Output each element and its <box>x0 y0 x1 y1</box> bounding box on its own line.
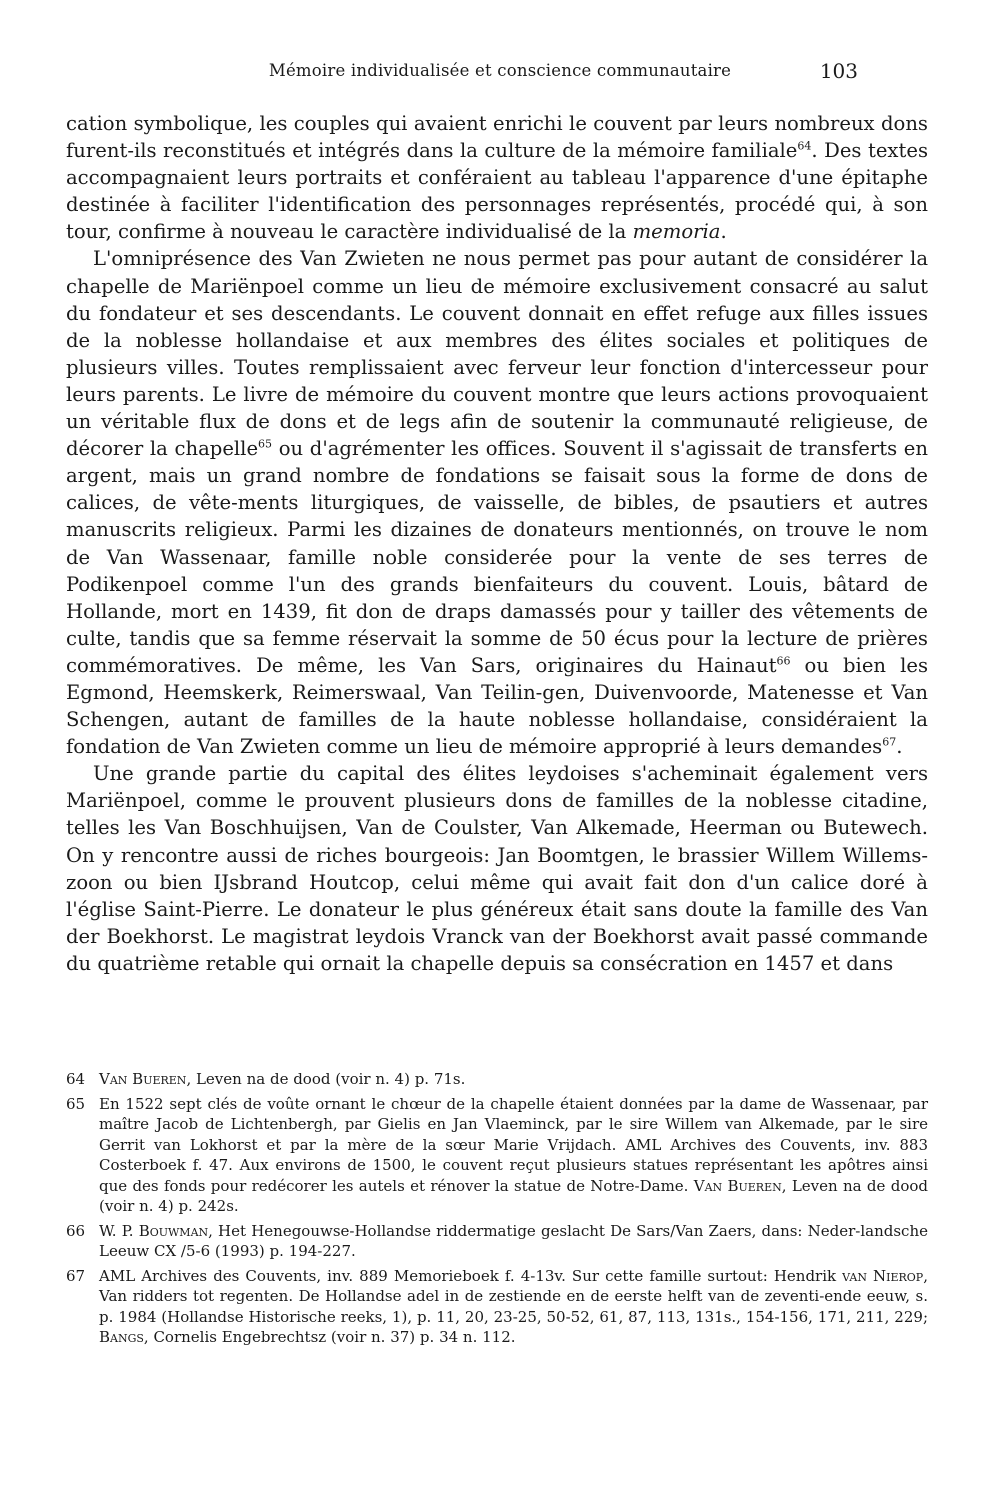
running-title: Mémoire individualisée et conscience communautaire <box>268 61 732 80</box>
paragraph: L'omniprésence des Van Zwieten ne nous permet pas pour autant de considérer la chapelle de Mariënpoel comme un lieu de mémoire exclusivement consacré au salut du fondateur et ses descendants. Le couvent donnait en effet refuge aux filles issues de la noblesse hollandaise et aux membres des élites sociales et politiques de plusieurs villes. Toutes remplissaient avec ferveur leur fonction d'intercesseur pour leurs parents. Le livre de mémoire du couvent montre que leurs actions provoquaient un véritable flux de dons et de legs afin de soutenir la communauté religieuse, de décorer la chapelle$^{65}$ ou d'agrémenter les offices. Souvent il s'agissait de transferts en argent, mais un grand nombre de fondations se faisait sous la forme de dons de calices, de vête-ments liturgiques, de vaisselle, de bibles, de psautiers et autres manuscrits religieux. Parmi les dizaines de donateurs mentionnés, on trouve le nom de Van Wassenaar, famille noble considerée pour la vente de ses terres de Podikenpoel comme l'un des grands bienfaiteurs du couvent. Louis, bâtard de Hollande, mort en 1439, fit don de draps damassés pour y tailler des vêtements de culte, tandis que sa femme réservait la somme de 50 écus pour la lecture de prières commémoratives. De même, les Van Sars, originaires du Hainaut$^{66}$ ou bien les Egmond, Heemskerk, Reimerswaal, Van Teilin-gen, Duivenvoorde, Matenesse et Van Schengen, autant de familles de la haute noblesse hollandaise, considéraient la fondation de Van Zwieten comme un lieu de mémoire approprié à leurs demandes$^{67}$. <box>66 247 929 759</box>
footnotes <box>66 1069 928 1352</box>
footnote-ref[interactable]: 64 <box>797 139 812 153</box>
footnote-ref[interactable]: 67 <box>882 735 897 749</box>
paragraph: Une grande partie du capital des élites leydoises s'acheminait également vers Mariënpoel, comme le prouvent plusieurs dons de familles de la noblesse citadine, telles les Van Boschhuijsen, Van de Coulster, Van Alkemade, Heerman ou Butewech. On y rencontre aussi de riches bourgeois: Jan Boomtgen, le brassier Willem Willems-zoon ou bien IJsbrand Houtcop, celui même qui avait fait don d'un calice doré à l'église Saint-Pierre. Le donateur le plus généreux était sans doute la famille des Van der Boekhorst. Le magistrat leydois Vranck van der Boekhorst avait passé commande du quatrième retable qui ornait la chapelle depuis sa consécration en 1457 et dans <box>66 762 928 975</box>
italic-term: memoria <box>632 220 721 244</box>
footnote-text: Van Bueren, Leven na de dood (voir n. 4) p. 71s. <box>99 1070 466 1088</box>
footnote-text: AML Archives des Couvents, inv. 889 Memorieboek f. 4-13v. Sur cette famille surtout: Hendrik van Nierop, Van ridders tot regenten. De Hollandse adel in de zestiende en de eerste helft van de zeventi-ende eeuw, s. p. 1984 (Hollandse Historische reeks, 1), p. 11, 20, 23-25, 50-52, 61, 87, 113, 131s., 154-156, 171, 211, 229; Bangs, Cornelis Engebrechtsz (voir n. 37) p. 34 n. 112. <box>99 1266 928 1346</box>
footnote-number: 65 <box>66 1094 86 1113</box>
footnote <box>66 1069 928 1090</box>
footnote-ref[interactable]: 65 <box>258 437 273 451</box>
footnote-number: 66 <box>66 1221 86 1240</box>
footnote-number: 64 <box>66 1070 86 1088</box>
footnote <box>66 1221 928 1262</box>
main-text <box>66 110 928 977</box>
running-head <box>0 61 1000 87</box>
footnote-text: En 1522 sept clés de voûte ornant le chœur de la chapelle étaient données par la dame de Wassenaar, par maître Jacob de Lichtenbergh, par Gielis en Jan Vlaeminck, par le sire Willem van Alkemade, par le sire Gerrit van Lokhorst et par la mère de la sœur Marie Vrijdach. AML Archives des Couvents, inv. 883 Costerboek f. 47. Aux environs de 1500, le couvent reçut plusieurs statues représentant les apôtres ainsi que des fonds pour redécorer les autels et rénover la statue de Notre-Dame. Van Bueren, Leven na de dood (voir n. 4) p. 242s. <box>99 1094 928 1215</box>
footnote-ref[interactable]: 66 <box>776 654 791 668</box>
page-number: 103 <box>819 59 858 83</box>
footnote <box>66 1266 928 1348</box>
footnote-number: 67 <box>66 1266 86 1285</box>
footnote <box>66 1094 928 1217</box>
paragraph: cation symbolique, les couples qui avaient enrichi le couvent par leurs nombreux dons furent-ils reconstitués et intégrés dans la culture de la mémoire familiale$^{64}$. Des textes accompagnaient leurs portraits et conféraient au tableau l'apparence d'une épitaphe destinée à faciliter l'identification des personnages représentés, procédé qui, à son tour, confirme à nouveau le caractère individualisé de la memoria. <box>66 112 929 244</box>
footnote-text: W. P. Bouwman, Het Henegouwse-Hollandse riddermatige geslacht De Sars/Van Zaers, dans: Neder-landsche Leeuw CX /5-6 (1993) p. 194-227. <box>99 1221 928 1260</box>
